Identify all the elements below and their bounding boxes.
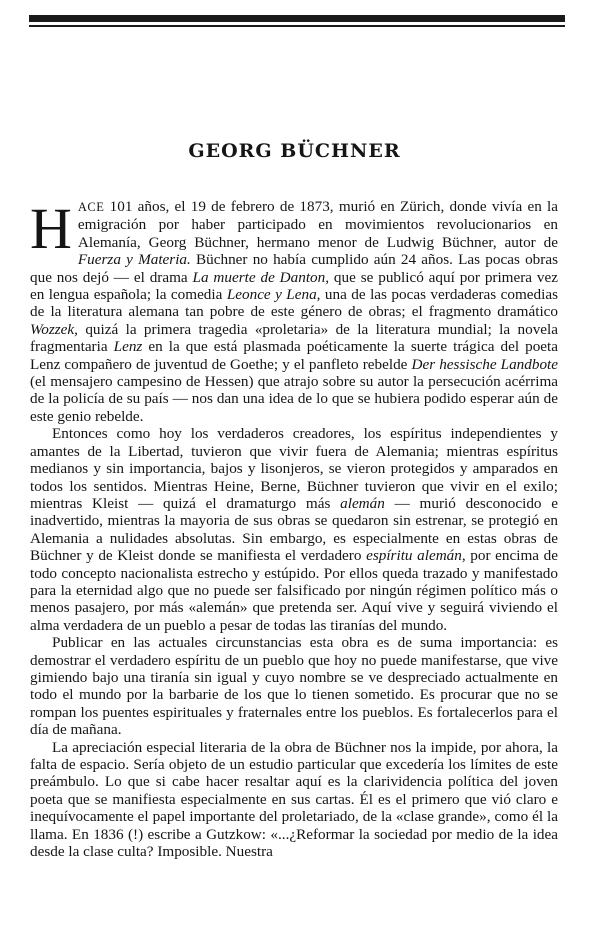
drop-cap: H: [30, 196, 72, 261]
top-rule-thick: [29, 15, 565, 22]
p1-text-a: 101 años, el 19 de febrero de 1873, murió en Zürich, donde vivía en la emigración por haber participado en movimientos revolucionarios en Alemanía, Georg Büchner, hermano menor de Ludwig Büchner, autor de: [77, 198, 558, 251]
p1-text-g: (el mensajero campesino de Hessen) que atrajo sobre su autor la persecución acérrima de la policía de su país — nos dan una idea de lo que se hubiera podido esperar aún de este genio rebelde.: [30, 373, 558, 425]
p2-italic-espiritu: espíritu alemán,: [366, 547, 466, 565]
p1-title-landbote: Der hessische Landbote: [411, 355, 559, 373]
p1-title-lenz: Lenz: [113, 338, 143, 356]
p1-title-wozzek: Wozzek,: [30, 320, 78, 338]
first-word-rest: ACE: [77, 200, 105, 214]
p1-text-c: que se publicó aquí por primera vez en lengua española; la comedia: [30, 268, 558, 304]
p1-text-b: Büchner no había cumplido aún 24 años. Las pocas obras que nos dejó — el drama: [30, 251, 558, 286]
paragraph-4: La apreciación especial literaria de la obra de Büchner nos la impide, por ahora, la falta de espacio. Sería objeto de un estudio particular que excedería los límites de este preámbulo. Lo que si cabe hacer resaltar aquí es la clarividencia política del joven poeta que se manifiesta especialmente en sus cartas. Él es el primero que vió claro e inequívocamente el papel importante del proletariado, de la «clase grande», como él la llama. En 1836 (!) escribe a Gutzkow: «...¿Reformar la sociedad por medio de la idea desde la clase culta? Imposible. Nuestra: [30, 738, 558, 861]
p1-title-leonce: Leonce y Lena,: [226, 286, 321, 304]
p1-title-fuerza: Fuerza y Materia.: [77, 251, 191, 269]
p1-title-danton: La muerte de Danton,: [192, 268, 330, 286]
p2-text-c: por encima de todo concepto nacionalista estrecho y estúpido. Por ellos queda trazado y manifestado para la eternidad algo que no puede ser falsificado por ningún régimen político más o menos pasajero, por más «alemán» que pretenda ser. Aquí vive y seguirá viviendo el alma verdadera de un pueblo a pesar de todas las tiranías del mundo.: [30, 547, 558, 634]
paragraph-1: [30, 198, 558, 425]
paragraph-2: [30, 425, 558, 634]
page-title: GEORG BÜCHNER: [188, 140, 401, 162]
p1-text-f: en la que está plasmada poéticamente la suerte trágica del poeta Lenz compañero de juventud de Goethe; y el panfleto rebelde: [30, 338, 558, 373]
p1-text-e: quizá la primera tragedia «proletaria» de la literatura mundial; la novela fragmentaria: [30, 320, 558, 356]
p2-text-a: Entonces como hoy los verdaderos creadores, los espíritus independientes y amantes de la Libertad, tuvieron que vivir fuera de Alemania; mientras espíritus medianos y sin importancia, bajos y lisonjeros, se vieron protegidos y amparados en todos los sentidos. Mientras Heine, Berne, Büchner tuvieron que vivir en el exilo; mientras Kleist — quizá el dramaturgo más: [30, 425, 558, 512]
p2-italic-aleman: alemán: [340, 494, 385, 512]
paragraph-3: Publicar en las actuales circunstancias esta obra es de suma importancia: es demostrar el verdadero espíritu de un pueblo que hoy no puede manifestarse, que vive gimiendo bajo una tiranía sin igual y cuyo nombre se ve despreciado actualmente en todo el mundo por la barbarie de los que lo tienen sometido. Es procurar que no se rompan los puentes espirituales y fraternales entre los pueblos. Es fortalecerlos para el día de mañana.: [30, 634, 558, 739]
p1-text-d: una de las pocas verdaderas comedias de la literatura alemana tan pobre de este género de obras; el fragmento dramático: [30, 286, 558, 321]
article-body: [30, 198, 558, 860]
p2-text-b: — murió desconocido e inadvertido, mientras la mayoria de sus obras se quedaron sin estrenar, se protegió en Alemania a nulidades absolutas. Sin embargo, es especialmente en estas obras de Büchner y de Kleist donde se manifiesta el verdadero: [30, 494, 558, 565]
top-rule-thin: [29, 25, 565, 27]
